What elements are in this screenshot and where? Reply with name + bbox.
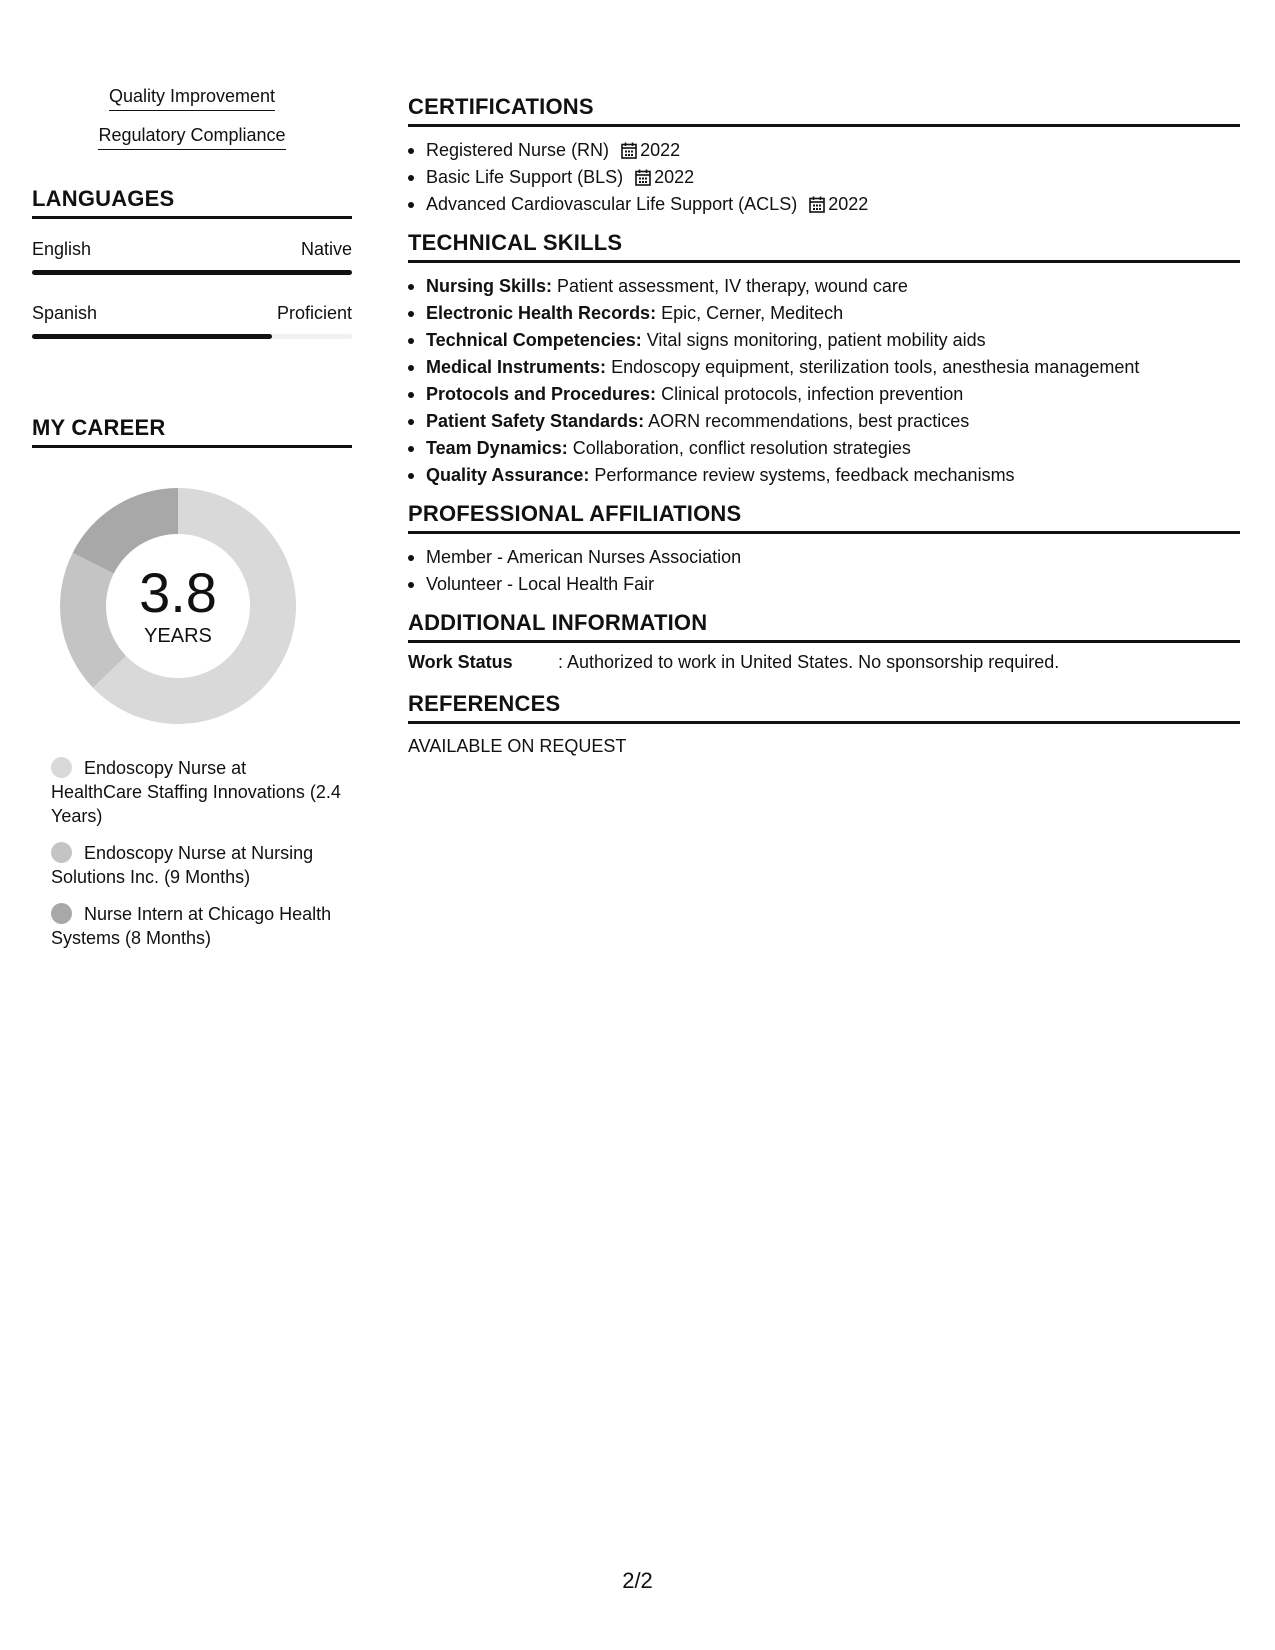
certification-item: Registered Nurse (RN) 2022 — [408, 137, 1240, 164]
language-bar — [32, 334, 352, 339]
language-name: English — [32, 239, 92, 259]
language-name: Spanish — [32, 303, 98, 323]
calendar-icon — [635, 169, 651, 186]
career-title: MY CAREER — [32, 415, 352, 448]
affiliations-list — [408, 544, 1240, 598]
certification-item: Basic Life Support (BLS) 2022 — [408, 164, 1240, 191]
additional-information-title: ADDITIONAL INFORMATION — [408, 610, 1240, 643]
references-section — [408, 691, 1240, 757]
language-bar-fill — [32, 334, 272, 339]
certification-year: 2022 — [654, 167, 695, 187]
certification-item: Advanced Cardiovascular Life Support (ACLS) 2022 — [408, 191, 1240, 218]
language-level: Proficient — [276, 303, 352, 323]
technical-skill-item: Medical Instruments: Endoscopy equipment, sterilization tools, anesthesia management — [408, 354, 1240, 381]
technical-skills-list — [408, 273, 1240, 489]
technical-skills-title: TECHNICAL SKILLS — [408, 230, 1240, 263]
certification-year: 2022 — [640, 140, 681, 160]
affiliations-title: PROFESSIONAL AFFILIATIONS — [408, 501, 1240, 534]
language-level: Native — [300, 239, 352, 259]
career-total-unit: YEARS — [144, 624, 212, 647]
work-status-value: : Authorized to work in United States. No sponsorship required. — [558, 652, 1060, 672]
certifications-section — [408, 94, 1240, 218]
career-donut-chart — [54, 482, 302, 730]
technical-skill-item: Electronic Health Records: Epic, Cerner, Meditech — [408, 300, 1240, 327]
career-legend — [51, 756, 341, 950]
work-status-row — [408, 652, 1240, 673]
calendar-icon — [809, 196, 825, 213]
skill-item-quality-improvement: Quality Improvement — [32, 86, 352, 111]
affiliations-section — [408, 501, 1240, 598]
legend-item: Endoscopy Nurse at Nursing Solutions Inc. (9 Months) — [51, 843, 314, 887]
languages-section — [32, 186, 352, 339]
affiliation-item: Volunteer - Local Health Fair — [408, 571, 1240, 598]
language-bar — [32, 270, 352, 275]
technical-skill-item: Quality Assurance: Performance review systems, feedback mechanisms — [408, 462, 1240, 489]
technical-skill-item: Nursing Skills: Patient assessment, IV therapy, wound care — [408, 273, 1240, 300]
language-item-english — [32, 239, 352, 275]
right-column — [408, 94, 1240, 769]
career-total-years: 3.8 — [139, 560, 217, 624]
references-title: REFERENCES — [408, 691, 1240, 724]
additional-information-section — [408, 610, 1240, 673]
legend-item: Nurse Intern at Chicago Health Systems (8 Months) — [51, 904, 332, 948]
page-number: 2/2 — [622, 1568, 653, 1593]
certifications-list — [408, 137, 1240, 218]
certifications-title: CERTIFICATIONS — [408, 94, 1240, 127]
technical-skill-item: Protocols and Procedures: Clinical protocols, infection prevention — [408, 381, 1240, 408]
skill-item-regulatory-compliance: Regulatory Compliance — [32, 125, 352, 150]
affiliation-item: Member - American Nurses Association — [408, 544, 1240, 571]
references-text: AVAILABLE ON REQUEST — [408, 736, 627, 756]
legend-item: Endoscopy Nurse at HealthCare Staffing Innovations (2.4 Years) — [51, 758, 341, 826]
certification-year: 2022 — [828, 194, 869, 214]
legend-dot — [51, 757, 72, 778]
technical-skill-item: Patient Safety Standards: AORN recommendations, best practices — [408, 408, 1240, 435]
language-bar-fill — [32, 270, 352, 275]
work-status-label: Work Status — [408, 652, 513, 672]
left-column — [32, 86, 352, 963]
languages-title: LANGUAGES — [32, 186, 352, 219]
career-section — [32, 415, 352, 950]
legend-dot — [51, 842, 72, 863]
language-item-spanish — [32, 303, 352, 339]
technical-skill-item: Team Dynamics: Collaboration, conflict resolution strategies — [408, 435, 1240, 462]
technical-skills-section — [408, 230, 1240, 489]
calendar-icon — [621, 142, 637, 159]
legend-dot — [51, 903, 72, 924]
technical-skill-item: Technical Competencies: Vital signs monitoring, patient mobility aids — [408, 327, 1240, 354]
